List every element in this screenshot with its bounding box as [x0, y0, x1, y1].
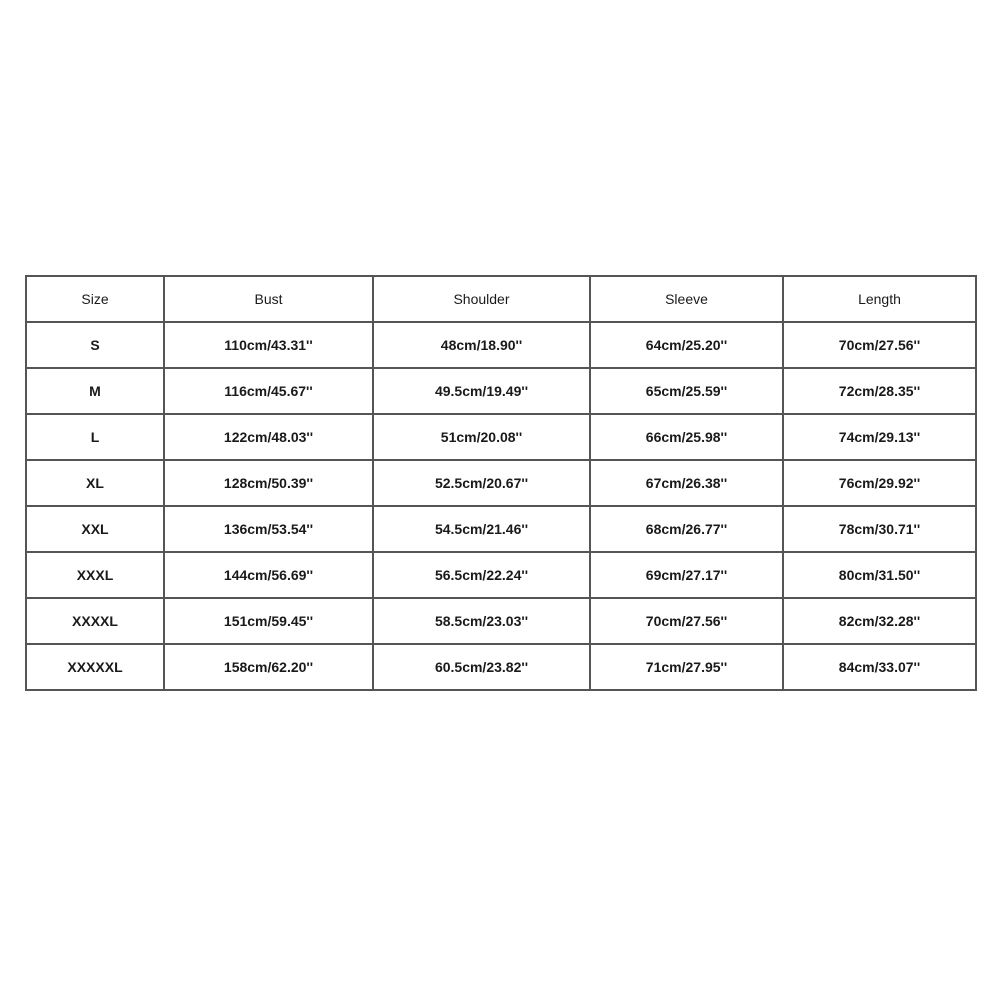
length-cell: 72cm/28.35'' — [783, 368, 976, 414]
size-chart-table — [25, 275, 977, 691]
shoulder-cell: 52.5cm/20.67'' — [373, 460, 590, 506]
header-bust: Bust — [164, 276, 373, 322]
shoulder-cell: 49.5cm/19.49'' — [373, 368, 590, 414]
sleeve-cell: 64cm/25.20'' — [590, 322, 783, 368]
header-length: Length — [783, 276, 976, 322]
table-row — [26, 598, 976, 644]
bust-cell: 151cm/59.45'' — [164, 598, 373, 644]
sleeve-cell: 70cm/27.56'' — [590, 598, 783, 644]
shoulder-cell: 51cm/20.08'' — [373, 414, 590, 460]
length-cell: 82cm/32.28'' — [783, 598, 976, 644]
bust-cell: 110cm/43.31'' — [164, 322, 373, 368]
shoulder-cell: 60.5cm/23.82'' — [373, 644, 590, 690]
sleeve-cell: 69cm/27.17'' — [590, 552, 783, 598]
length-cell: 78cm/30.71'' — [783, 506, 976, 552]
header-row — [26, 276, 976, 322]
bust-cell: 128cm/50.39'' — [164, 460, 373, 506]
header-shoulder: Shoulder — [373, 276, 590, 322]
bust-cell: 116cm/45.67'' — [164, 368, 373, 414]
sleeve-cell: 67cm/26.38'' — [590, 460, 783, 506]
table-row — [26, 552, 976, 598]
length-cell: 84cm/33.07'' — [783, 644, 976, 690]
shoulder-cell: 56.5cm/22.24'' — [373, 552, 590, 598]
bust-cell: 158cm/62.20'' — [164, 644, 373, 690]
table-row — [26, 644, 976, 690]
size-cell: M — [26, 368, 164, 414]
length-cell: 76cm/29.92'' — [783, 460, 976, 506]
table-row — [26, 414, 976, 460]
sleeve-cell: 65cm/25.59'' — [590, 368, 783, 414]
size-cell: L — [26, 414, 164, 460]
bust-cell: 144cm/56.69'' — [164, 552, 373, 598]
shoulder-cell: 58.5cm/23.03'' — [373, 598, 590, 644]
sleeve-cell: 71cm/27.95'' — [590, 644, 783, 690]
size-cell: XL — [26, 460, 164, 506]
shoulder-cell: 48cm/18.90'' — [373, 322, 590, 368]
sleeve-cell: 66cm/25.98'' — [590, 414, 783, 460]
header-size: Size — [26, 276, 164, 322]
size-cell: XXXXL — [26, 598, 164, 644]
size-cell: XXL — [26, 506, 164, 552]
length-cell: 80cm/31.50'' — [783, 552, 976, 598]
size-cell: XXXXXL — [26, 644, 164, 690]
shoulder-cell: 54.5cm/21.46'' — [373, 506, 590, 552]
table-row — [26, 368, 976, 414]
bust-cell: 136cm/53.54'' — [164, 506, 373, 552]
size-cell: S — [26, 322, 164, 368]
table-row — [26, 322, 976, 368]
table-row — [26, 460, 976, 506]
table-row — [26, 506, 976, 552]
length-cell: 74cm/29.13'' — [783, 414, 976, 460]
header-sleeve: Sleeve — [590, 276, 783, 322]
sleeve-cell: 68cm/26.77'' — [590, 506, 783, 552]
bust-cell: 122cm/48.03'' — [164, 414, 373, 460]
length-cell: 70cm/27.56'' — [783, 322, 976, 368]
size-cell: XXXL — [26, 552, 164, 598]
